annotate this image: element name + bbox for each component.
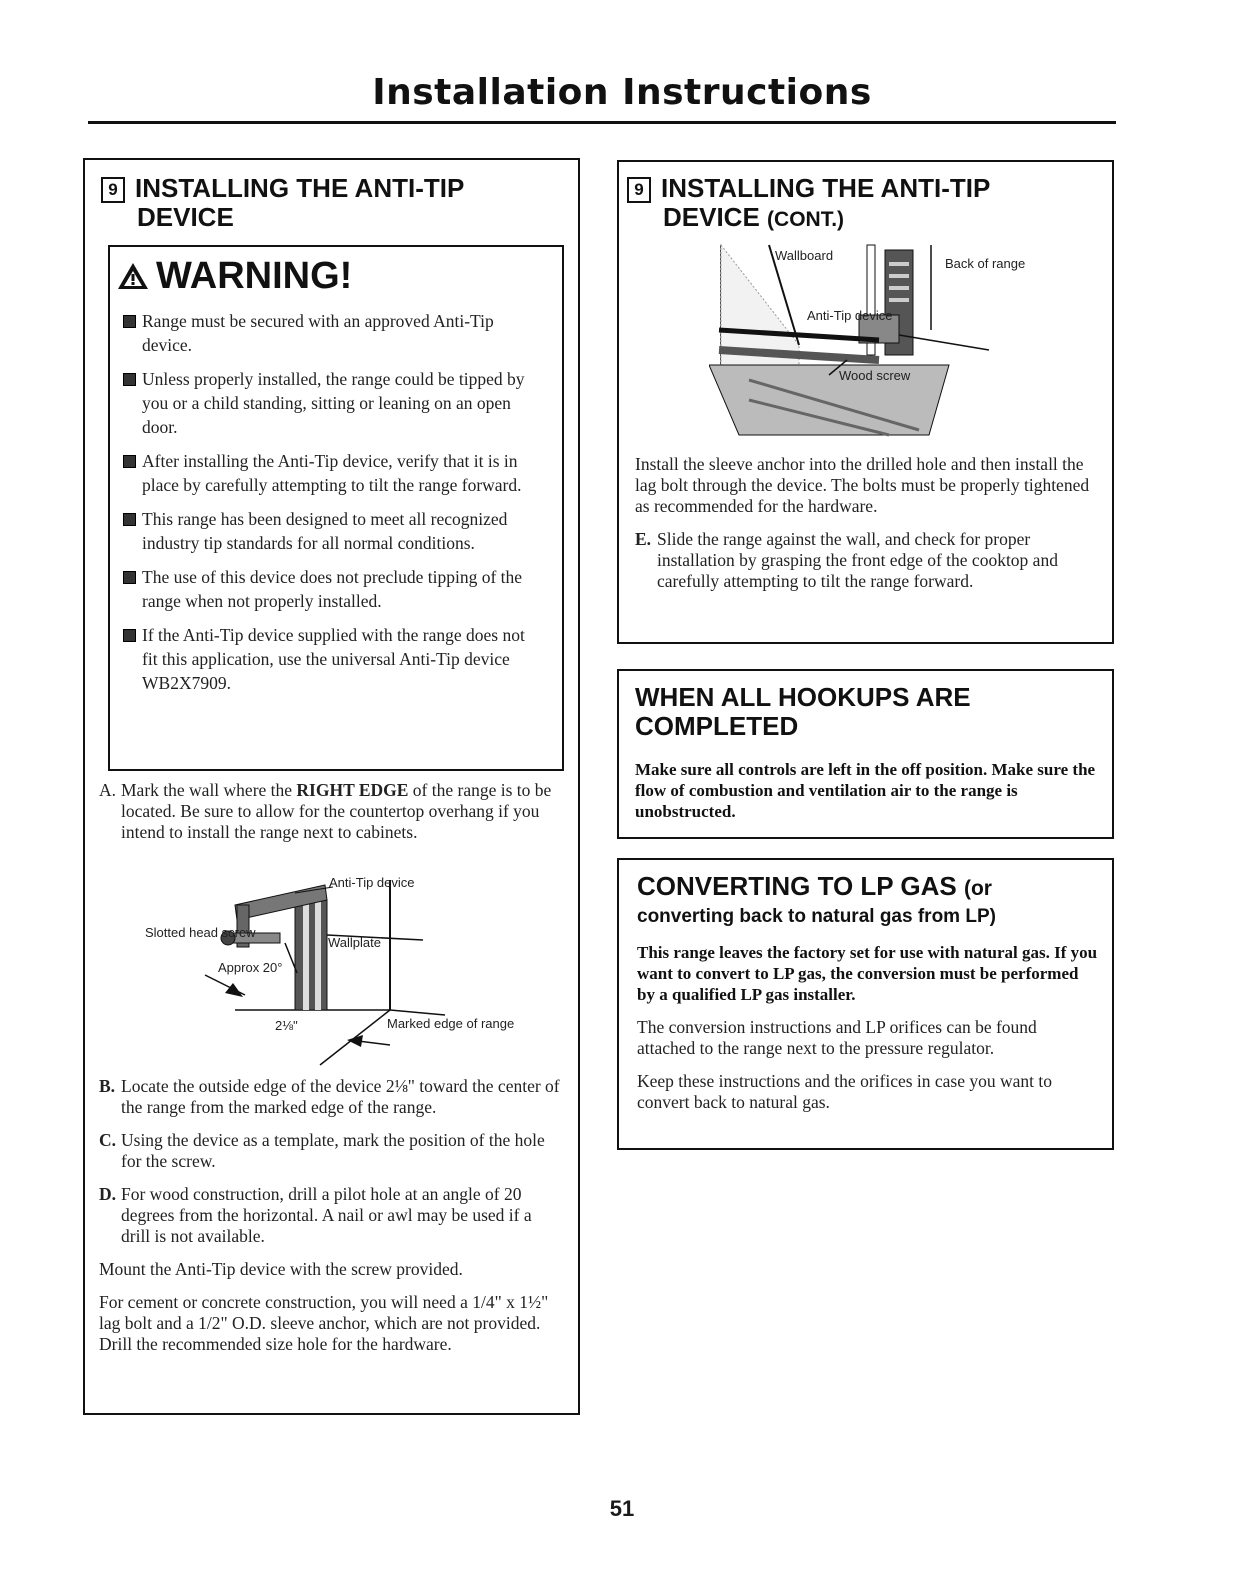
step-label: A. [99, 780, 117, 800]
step-a: A. Mark the wall where the RIGHT EDGE of the range is to be located. Be sure to allow for the countertop overhang if you intend to install the range next to cabinets. [99, 780, 552, 842]
hookups-heading: WHEN ALL HOOKUPS ARE COMPLETED [635, 682, 971, 741]
right-edge-emphasis: RIGHT EDGE [296, 780, 409, 800]
cement-text: For cement or concrete construction, you will need a 1/4" x 1½" lag bolt and a 1/2" O.D. sleeve anchor, which are not provided. Drill the recommended size hole for the hardware. [99, 1292, 549, 1354]
step-label: C. [99, 1130, 117, 1150]
heading-line-1: INSTALLING THE ANTI-TIP [135, 173, 465, 203]
heading-line-2: DEVICE [663, 202, 760, 232]
heading-line-2: DEVICE [137, 202, 234, 232]
section-heading [101, 174, 464, 232]
lp-text-2: Keep these instructions and the orifices in case you want to convert back to natural gas. [637, 1071, 1053, 1112]
diagram-label-wood-screw: Wood screw [839, 368, 911, 383]
diagram-label-approx-angle: Approx 20° [218, 960, 283, 975]
anti-tip-continued-section [617, 160, 1114, 644]
step-c: C. Using the device as a template, mark the position of the hole for the screw. [99, 1130, 545, 1171]
anti-tip-section [83, 158, 580, 1415]
step-label: E. [635, 529, 652, 549]
lp-gas-section [617, 858, 1114, 1150]
step-b: B. Locate the outside edge of the device 2⅛" toward the center of the range from the marked edge of the range. [99, 1076, 560, 1117]
hookups-section [617, 669, 1114, 839]
steps-list [99, 1076, 565, 1367]
heading-suffix: (CONT.) [767, 208, 845, 231]
warning-title-text: WARNING! [156, 255, 353, 297]
bullet-square-icon [123, 513, 136, 526]
diagram-label-anti-tip: Anti-Tip device [807, 308, 893, 323]
diagram-label-marked-edge: Marked edge of range [387, 1016, 515, 1031]
bullet-square-icon [123, 629, 136, 642]
page-number: 51 [609, 1496, 635, 1521]
mount-text: Mount the Anti-Tip device with the screw provided. [99, 1259, 463, 1279]
warning-list [120, 309, 540, 705]
bullet-square-icon [123, 315, 136, 328]
warning-title [116, 255, 352, 297]
diagram-label-slotted-screw: Slotted head screw [145, 925, 256, 940]
cont-text [635, 454, 1103, 604]
warning-triangle-icon [116, 261, 150, 291]
lp-text [637, 942, 1099, 1125]
step-e: E. Slide the range against the wall, and check for proper installation by grasping the front edge of the cooktop and carefully attempting to tilt the range forward. [635, 529, 1058, 591]
bullet-square-icon [123, 455, 136, 468]
diagram-label-distance: 2⅛" [275, 1018, 298, 1033]
step-label: B. [99, 1076, 116, 1096]
diagram-label-anti-tip: Anti-Tip device [329, 875, 415, 890]
warning-item: Range must be secured with an approved Anti-Tip device. [120, 309, 540, 357]
lp-bold-text: This range leaves the factory set for use with natural gas. If you want to convert to LP gas, the conversion must be performed by a qualified LP gas installer. [637, 943, 1098, 1004]
section-number: 9 [627, 177, 651, 203]
sleeve-text: Install the sleeve anchor into the drilled hole and then install the lag bolt through the device. The bolts must be properly tightened as recommended for the hardware. [635, 454, 1090, 516]
warning-item: Unless properly installed, the range could be tipped by you or a child standing, sitting or leaning on an open door. [120, 367, 540, 439]
warning-item: If the Anti-Tip device supplied with the range does not fit this application, use the universal Anti-Tip device WB2X7909. [120, 623, 540, 695]
page-title: Installation Instructions [372, 72, 872, 113]
warning-item: The use of this device does not preclude tipping of the range when not properly installed. [120, 565, 540, 613]
anti-tip-range-diagram [709, 240, 1029, 445]
bullet-square-icon [123, 571, 136, 584]
diagram-label-back-of-range: Back of range [945, 256, 1026, 271]
bullet-square-icon [123, 373, 136, 386]
lp-heading: CONVERTING TO LP GAS (or [637, 871, 992, 901]
section-number: 9 [101, 177, 125, 203]
warning-item: After installing the Anti-Tip device, verify that it is in place by carefully attempting to tilt the range forward. [120, 449, 540, 497]
diagram-label-wallboard: Wallboard [775, 248, 834, 263]
title-rule [88, 121, 1116, 124]
diagram-label-wallplate: Wallplate [328, 935, 381, 950]
lp-subheading: converting back to natural gas from LP) [637, 906, 996, 927]
section-heading [627, 174, 990, 234]
heading-line-1: INSTALLING THE ANTI-TIP [661, 173, 991, 203]
warning-item: This range has been designed to meet all recognized industry tip standards for all normal conditions. [120, 507, 540, 555]
lp-heading-or: (or [963, 877, 992, 900]
lp-text-1: The conversion instructions and LP orifices can be found attached to the range next to the pressure regulator. [637, 1017, 1037, 1058]
step-label: D. [99, 1184, 117, 1204]
hookups-text: Make sure all controls are left in the off position. Make sure the flow of combustion and ventilation air to the range is unobstructed. [635, 760, 1096, 821]
anti-tip-wall-diagram [125, 875, 545, 1070]
step-d: D. For wood construction, drill a pilot hole at an angle of 20 degrees from the horizontal. A nail or awl may be used if a drill is not available. [99, 1184, 532, 1246]
warning-box [108, 245, 564, 771]
